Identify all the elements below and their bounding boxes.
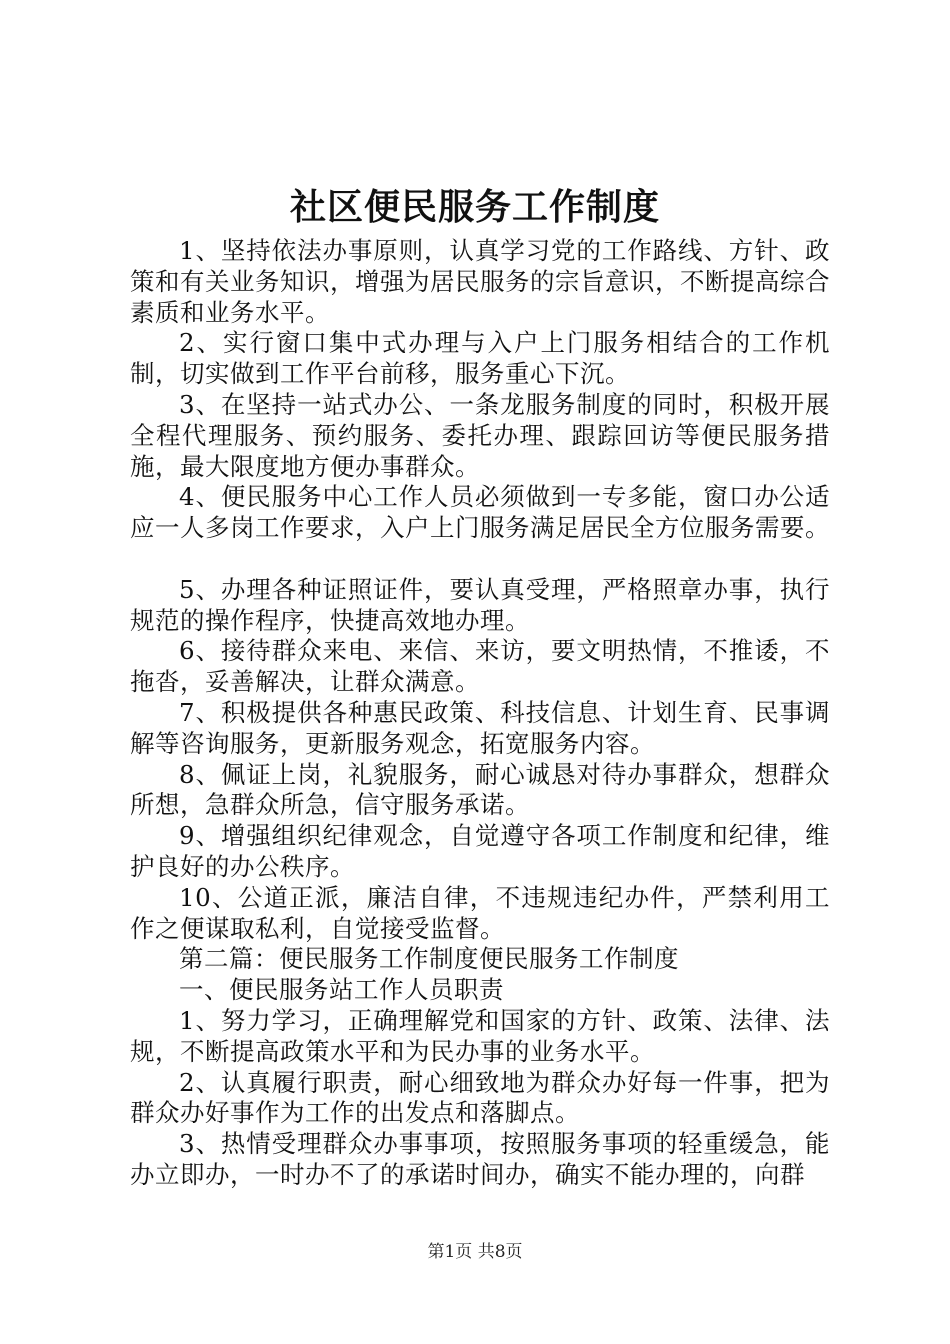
- blank-line: [130, 544, 830, 575]
- paragraph: 9、增强组织纪律观念，自觉遵守各项工作制度和纪律，维护良好的办公秩序。: [130, 821, 830, 881]
- paragraph: 8、佩证上岗，礼貌服务，耐心诚恳对待办事群众，想群众所想，急群众所急，信守服务承诺。: [130, 759, 830, 820]
- paragraph: 5、办理各种证照证件，要认真受理，严格照章办事，执行规范的操作程序，快捷高效地办理。: [130, 574, 830, 635]
- paragraph: 2、认真履行职责，耐心细致地为群众办好每一件事，把为群众办好事作为工作的出发点和落脚点。: [130, 1067, 830, 1128]
- paragraph: 7、积极提供各种惠民政策、科技信息、计划生育、民事调解等咨询服务，更新服务观念，拓宽服务内容。: [130, 697, 830, 758]
- document-body: [130, 236, 830, 1191]
- paragraph: 3、热情受理群众办事事项，按照服务事项的轻重缓急，能办立即办，一时办不了的承诺时间办，确实不能办理的，向群: [130, 1129, 830, 1189]
- paragraph: 3、在坚持一站式办公、一条龙服务制度的同时，积极开展全程代理服务、预约服务、委托办理、跟踪回访等便民服务措施，最大限度地方便办事群众。: [130, 389, 830, 481]
- paragraph: 6、接待群众来电、来信、来访，要文明热情，不推诿，不拖沓，妥善解决，让群众满意。: [130, 636, 830, 697]
- paragraph: 10、公道正派，廉洁自律，不违规违纪办件，严禁利用工作之便谋取私利，自觉接受监督。: [130, 882, 830, 943]
- paragraph: 1、努力学习，正确理解党和国家的方针、政策、法律、法规，不断提高政策水平和为民办事的业务水平。: [130, 1005, 830, 1066]
- paragraph: 1、坚持依法办事原则，认真学习党的工作路线、方针、政策和有关业务知识，增强为居民服务的宗旨意识，不断提高综合素质和业务水平。: [130, 236, 830, 327]
- subsection-heading: 一、便民服务站工作人员职责: [179, 975, 504, 1005]
- page-footer: 第1页 共8页: [427, 1242, 523, 1262]
- section-heading: 第二篇：便民服务工作制度便民服务工作制度: [179, 944, 679, 974]
- paragraph: 2、实行窗口集中式办理与入户上门服务相结合的工作机制，切实做到工作平台前移，服务重心下沉。: [130, 328, 830, 389]
- document-title: 社区便民服务工作制度: [289, 186, 660, 228]
- paragraph: 4、便民服务中心工作人员必须做到一专多能，窗口办公适应一人多岗工作要求，入户上门服务满足居民全方位服务需要。: [130, 482, 830, 543]
